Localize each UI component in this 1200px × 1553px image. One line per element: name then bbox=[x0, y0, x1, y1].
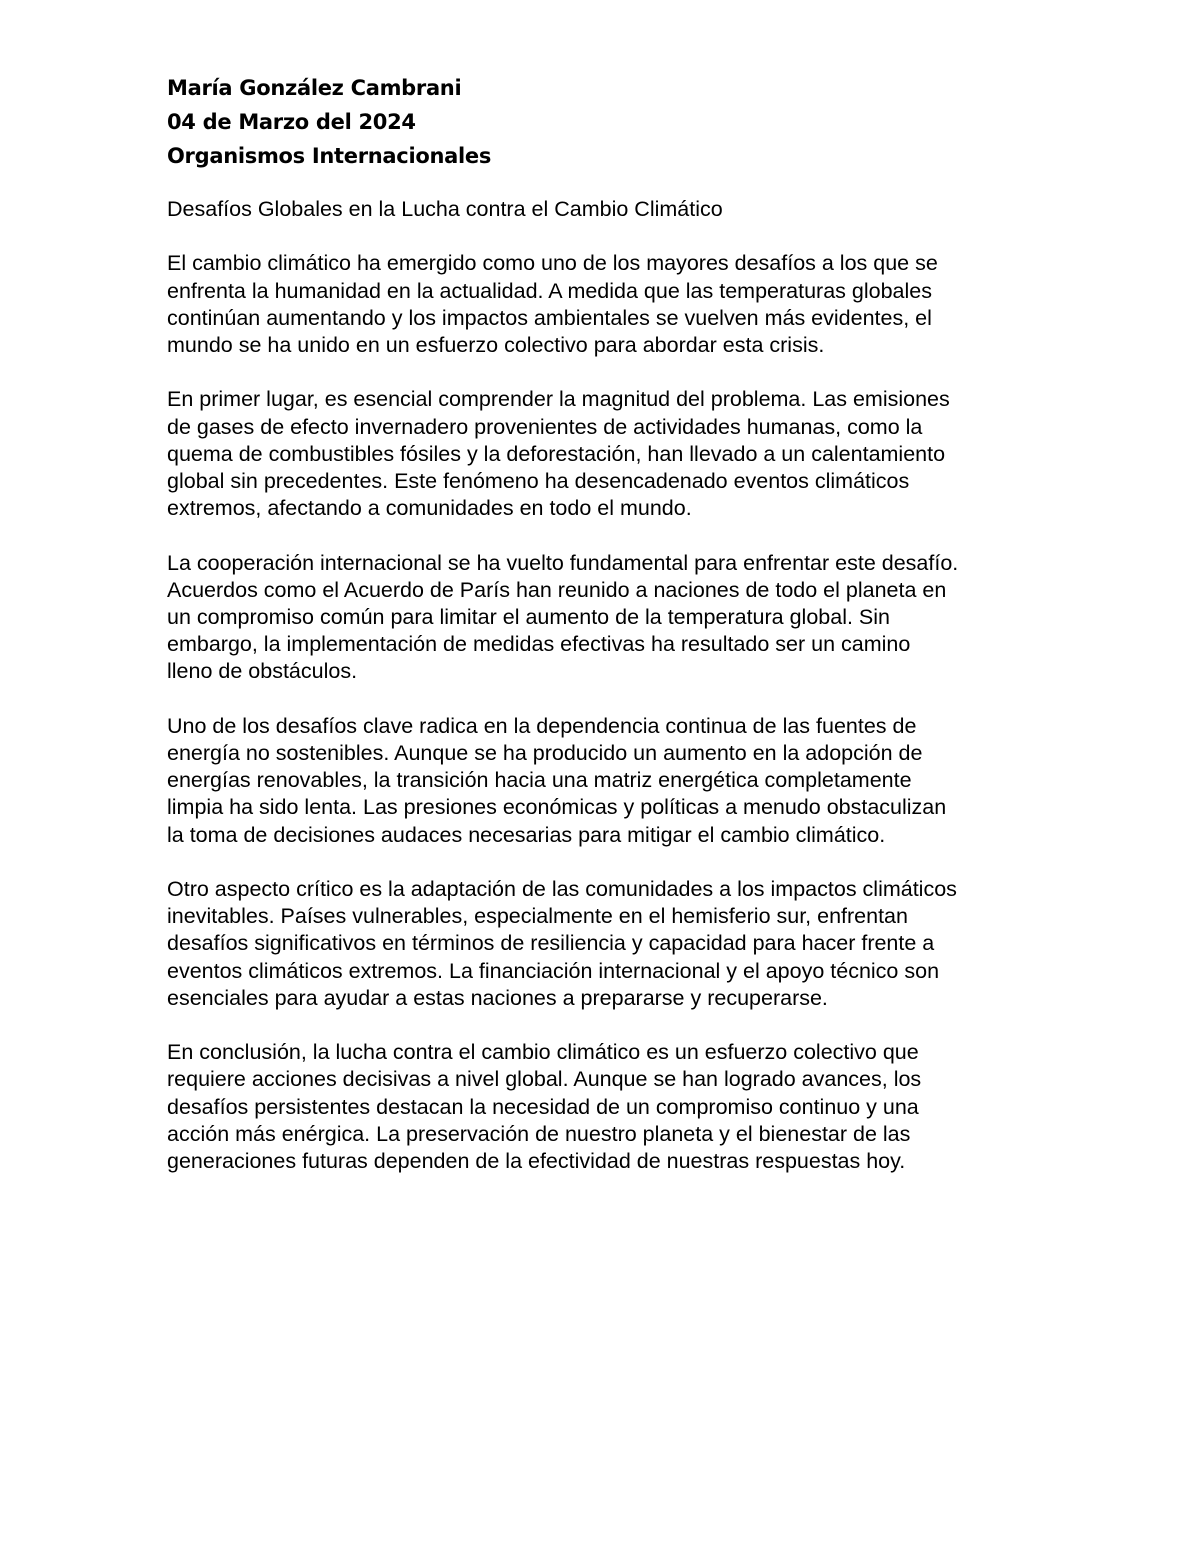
paragraph-line: esenciales para ayudar a estas naciones a prepararse y recuperarse. bbox=[167, 985, 828, 1010]
document-body bbox=[167, 71, 1047, 1175]
paragraph-line: En conclusión, la lucha contra el cambio climático es un esfuerzo colectivo que bbox=[167, 1040, 919, 1065]
course-name: Organismos Internacionales bbox=[167, 144, 492, 168]
paragraph bbox=[167, 876, 1047, 1012]
paragraph bbox=[167, 713, 1047, 849]
paragraph-line: inevitables. Países vulnerables, especialmente en el hemisferio sur, enfrentan bbox=[167, 904, 908, 929]
paragraph-line: lleno de obstáculos. bbox=[167, 659, 358, 684]
paragraph-line: desafíos significativos en términos de resiliencia y capacidad para hacer frente a bbox=[167, 931, 935, 956]
document-title: Desafíos Globales en la Lucha contra el Cambio Climático bbox=[167, 197, 723, 221]
paragraph-line: la toma de decisiones audaces necesarias para mitigar el cambio climático. bbox=[167, 822, 886, 847]
paragraph-line: de gases de efecto invernadero provenientes de actividades humanas, como la bbox=[167, 414, 923, 439]
paragraph bbox=[167, 250, 1047, 359]
paragraph-line: quema de combustibles fósiles y la deforestación, han llevado a un calentamiento bbox=[167, 441, 946, 466]
author-name: María González Cambrani bbox=[167, 76, 462, 100]
paragraph-line: un compromiso común para limitar el aumento de la temperatura global. Sin bbox=[167, 605, 891, 629]
paragraph-line: eventos climáticos extremos. La financiación internacional y el apoyo técnico son bbox=[167, 958, 940, 983]
paragraph-line: Acuerdos como el Acuerdo de París han reunido a naciones de todo el planeta en bbox=[167, 577, 947, 602]
paragraph-line: Otro aspecto crítico es la adaptación de las comunidades a los impactos climáticos bbox=[167, 877, 957, 901]
document-date: 04 de Marzo del 2024 bbox=[167, 110, 416, 134]
paragraph-line: desafíos persistentes destacan la necesidad de un compromiso continuo y una bbox=[167, 1094, 919, 1119]
paragraph-line: En primer lugar, es esencial comprender la magnitud del problema. Las emisiones bbox=[167, 387, 950, 412]
paragraph-line: continúan aumentando y los impactos ambientales se vuelven más evidentes, el bbox=[167, 305, 932, 330]
paragraph-line: acción más enérgica. La preservación de nuestro planeta y el bienestar de las bbox=[167, 1121, 911, 1146]
paragraph-line: requiere acciones decisivas a nivel global. Aunque se han logrado avances, los bbox=[167, 1067, 922, 1092]
paragraph-line: La cooperación internacional se ha vuelto fundamental para enfrentar este desafío. bbox=[167, 550, 959, 575]
paragraph bbox=[167, 1039, 1047, 1175]
paragraph-line: energía no sostenibles. Aunque se ha producido un aumento en la adopción de bbox=[167, 741, 923, 765]
paragraph-line: limpia ha sido lenta. Las presiones económicas y políticas a menudo obstaculizan bbox=[167, 795, 947, 820]
paragraph-line: mundo se ha unido en un esfuerzo colectivo para abordar esta crisis. bbox=[167, 333, 825, 357]
paragraph-line: El cambio climático ha emergido como uno de los mayores desafíos a los que se bbox=[167, 251, 938, 276]
paragraph bbox=[167, 386, 1047, 522]
paragraph-line: generaciones futuras dependen de la efectividad de nuestras respuestas hoy. bbox=[167, 1149, 906, 1174]
paragraph-line: energías renovables, la transición hacia una matriz energética completamente bbox=[167, 768, 912, 793]
paragraph-line: Uno de los desafíos clave radica en la dependencia continua de las fuentes de bbox=[167, 713, 917, 738]
paragraph-line: extremos, afectando a comunidades en todo el mundo. bbox=[167, 496, 692, 521]
paragraph-line: embargo, la implementación de medidas efectivas ha resultado ser un camino bbox=[167, 632, 911, 657]
paragraph-line: enfrenta la humanidad en la actualidad. A medida que las temperaturas globales bbox=[167, 278, 932, 303]
paragraph-line: global sin precedentes. Este fenómeno ha desencadenado eventos climáticos bbox=[167, 469, 910, 493]
paragraph bbox=[167, 550, 1047, 686]
